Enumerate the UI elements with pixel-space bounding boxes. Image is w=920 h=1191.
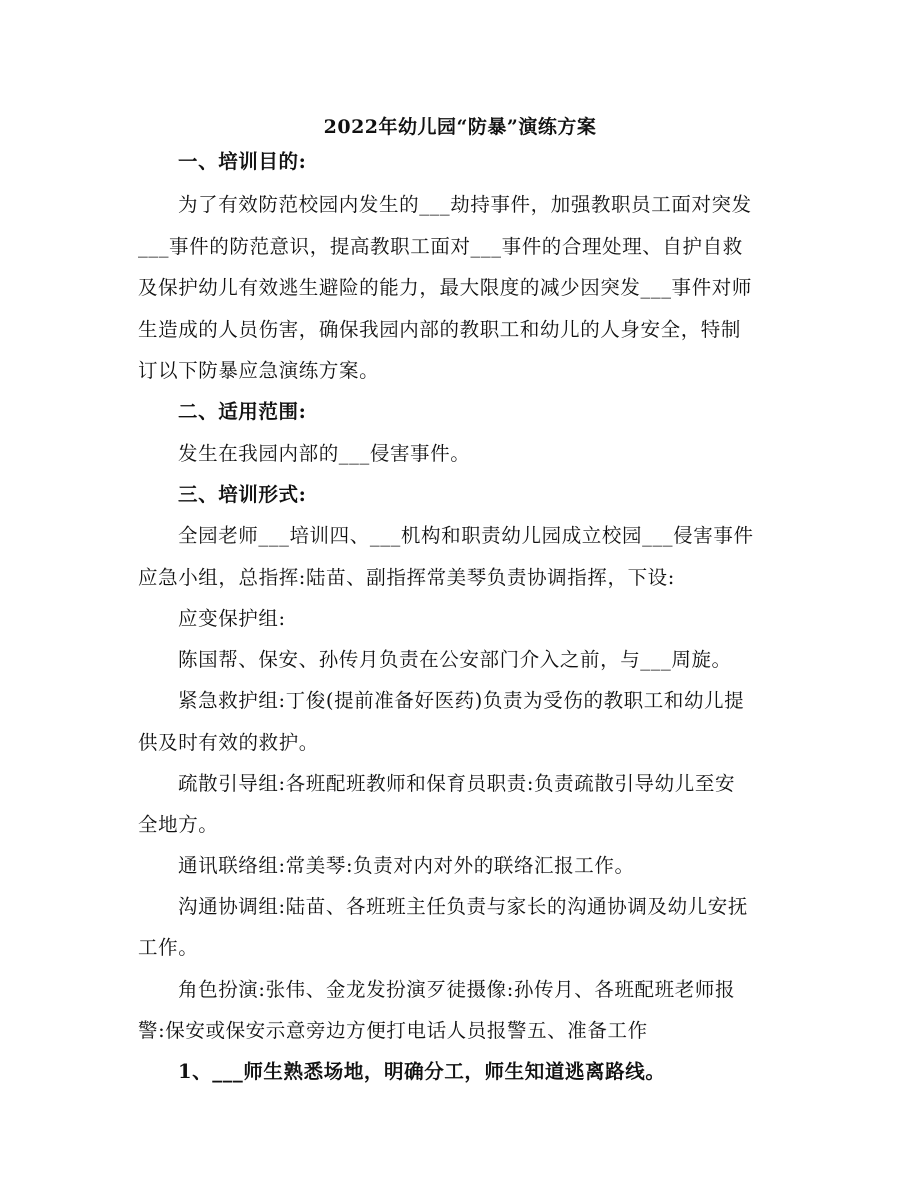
paragraph-line: 全地方。: [138, 813, 219, 836]
paragraph-line: 疏散引导组:各班配班教师和保育员职责:负责疏散引导幼儿至安: [178, 772, 736, 795]
section-heading-training-purpose: 一、培训目的:: [178, 150, 307, 173]
paragraph-line: 角色扮演:张伟、金龙发扮演歹徒摄像:孙传月、各班配班老师报: [178, 978, 736, 1001]
paragraph-line: 供及时有效的救护。: [138, 731, 319, 754]
paragraph-line: 通讯联络组:常美琴:负责对内对外的联络汇报工作。: [178, 854, 635, 877]
paragraph-line: 沟通协调组:陆苗、各班班主任负责与家长的沟通协调及幼儿安抚: [178, 895, 748, 918]
paragraph-line: 陈国帮、保安、孙传月负责在公安部门介入之前，与___周旋。: [178, 648, 732, 671]
paragraph-line: 订以下防暴应急演练方案。: [138, 359, 380, 382]
paragraph-line: 紧急救护组:丁俊(提前准备好医药)负责为受伤的教职工和幼儿提: [178, 689, 745, 712]
paragraph-line: 工作。: [138, 936, 199, 959]
paragraph-line: 应变保护组:: [178, 607, 286, 630]
paragraph-line: 为了有效防范校园内发生的___劫持事件，加强教职员工面对突发: [178, 193, 752, 216]
document-title: 2022年幼儿园“防暴”演练方案: [323, 116, 597, 138]
section-heading-training-form: 三、培训形式:: [178, 483, 307, 506]
paragraph-line: 全园老师___培训四、___机构和职责幼儿园成立校园___侵害事件: [178, 524, 754, 547]
paragraph-line: 警:保安或保安示意旁边方便打电话人员报警五、准备工作: [138, 1019, 648, 1042]
paragraph-line: 发生在我园内部的___侵害事件。: [178, 442, 471, 465]
paragraph-line: ___事件的防范意识，提高教职工面对___事件的合理处理、自护自救: [138, 235, 743, 258]
section-heading-scope: 二、适用范围:: [178, 400, 307, 423]
paragraph-line: 生造成的人员伤害，确保我园内部的教职工和幼儿的人身安全，特制: [138, 318, 742, 341]
numbered-item-1: 1、___师生熟悉场地，明确分工，师生知道逃离路线。: [178, 1060, 666, 1083]
paragraph-line: 应急小组，总指挥:陆苗、副指挥常美琴负责协调指挥，下设:: [138, 566, 675, 589]
paragraph-line: 及保护幼儿有效逃生避险的能力，最大限度的减少因突发___事件对师: [138, 276, 752, 299]
